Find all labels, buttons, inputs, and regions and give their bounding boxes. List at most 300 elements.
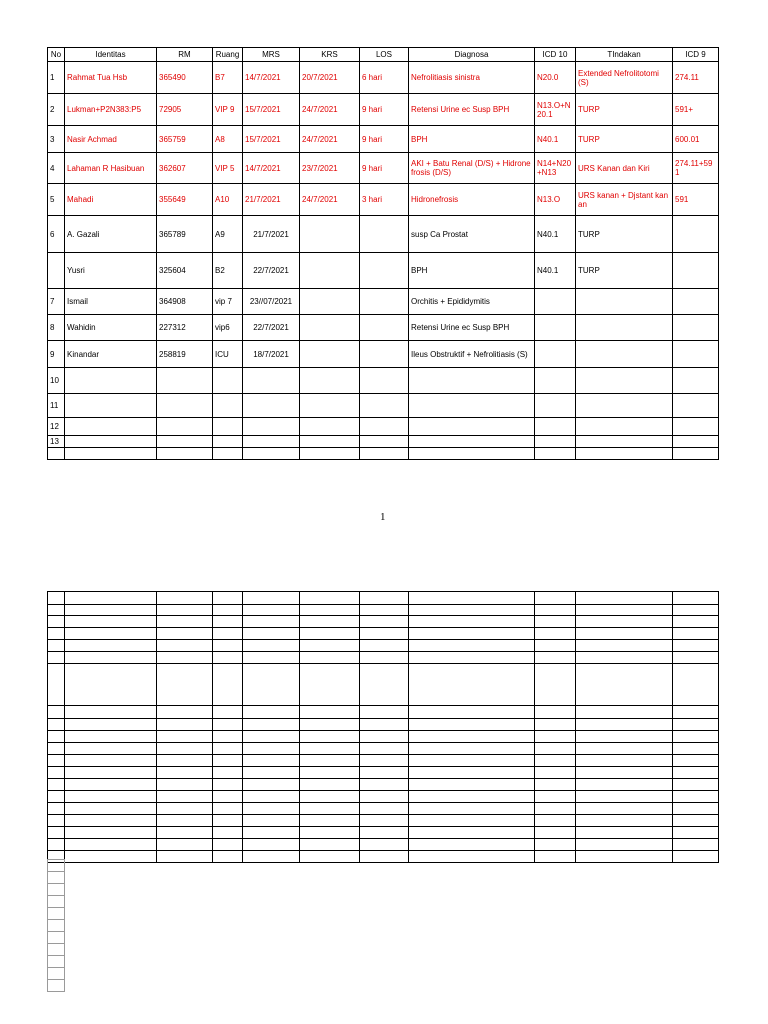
- cell-diagnosa: BPH: [409, 253, 535, 289]
- cell-ruang: [213, 448, 243, 460]
- cell-tindakan: TURP: [576, 126, 673, 153]
- empty-cell: [673, 592, 719, 605]
- table-header-row: [48, 48, 719, 62]
- cell-diagnosa: AKI + Batu Renal (D/S) + Hidronefrosis (D/S): [409, 153, 535, 184]
- cell-los: [360, 368, 409, 394]
- cell-no: 7: [48, 289, 65, 315]
- cell-icd9: [673, 289, 719, 315]
- cell-krs: 20/7/2021: [300, 62, 360, 94]
- empty-cell: [535, 767, 576, 779]
- cell-rm: [157, 394, 213, 418]
- cell-icd9: [673, 418, 719, 436]
- empty-cell: [243, 851, 300, 863]
- stub-cell: [48, 956, 65, 968]
- cell-krs: [300, 418, 360, 436]
- empty-cell: [48, 815, 65, 827]
- empty-cell: [409, 652, 535, 664]
- cell-icd9: [673, 368, 719, 394]
- empty-cell: [65, 706, 157, 719]
- stub-cell: [48, 932, 65, 944]
- empty-row: [48, 605, 719, 616]
- column-header: LOS: [360, 48, 409, 62]
- cell-identitas: Mahadi: [65, 184, 157, 216]
- empty-cell: [535, 815, 576, 827]
- cell-krs: [300, 341, 360, 368]
- cell-identitas: [65, 448, 157, 460]
- empty-cell: [300, 851, 360, 863]
- empty-cell: [300, 839, 360, 851]
- table-row: [48, 436, 719, 448]
- empty-cell: [673, 640, 719, 652]
- cell-no: 8: [48, 315, 65, 341]
- empty-cell: [360, 628, 409, 640]
- empty-cell: [65, 815, 157, 827]
- empty-cell: [535, 640, 576, 652]
- empty-cell: [65, 803, 157, 815]
- empty-cell: [409, 851, 535, 863]
- empty-cell: [213, 803, 243, 815]
- empty-cell: [157, 815, 213, 827]
- empty-cell: [65, 664, 157, 706]
- table-row: [48, 253, 719, 289]
- empty-cell: [243, 731, 300, 743]
- cell-mrs: [243, 394, 300, 418]
- cell-ruang: A8: [213, 126, 243, 153]
- cell-tindakan: Extended Nefrolitotomi (S): [576, 62, 673, 94]
- cell-ruang: A10: [213, 184, 243, 216]
- empty-cell: [213, 779, 243, 791]
- cell-mrs: 21/7/2021: [243, 184, 300, 216]
- empty-cell: [409, 827, 535, 839]
- empty-cell: [360, 851, 409, 863]
- column-header: Diagnosa: [409, 48, 535, 62]
- empty-cell: [213, 755, 243, 767]
- cell-diagnosa: Ileus Obstruktif + Nefrolitiasis (S): [409, 341, 535, 368]
- empty-row: [48, 779, 719, 791]
- cell-los: [360, 341, 409, 368]
- cell-krs: [300, 315, 360, 341]
- empty-cell: [157, 628, 213, 640]
- empty-cell: [673, 628, 719, 640]
- empty-cell: [576, 767, 673, 779]
- empty-cell: [409, 755, 535, 767]
- empty-cell: [535, 839, 576, 851]
- cell-tindakan: [576, 315, 673, 341]
- empty-cell: [535, 791, 576, 803]
- empty-cell: [213, 664, 243, 706]
- cell-icd9: [673, 394, 719, 418]
- empty-cell: [65, 839, 157, 851]
- empty-cell: [243, 652, 300, 664]
- cell-icd9: [673, 216, 719, 253]
- empty-cell: [535, 592, 576, 605]
- table-row: [48, 448, 719, 460]
- cell-tindakan: [576, 448, 673, 460]
- cell-krs: 24/7/2021: [300, 126, 360, 153]
- empty-cell: [360, 706, 409, 719]
- empty-cell: [243, 664, 300, 706]
- empty-cell: [65, 719, 157, 731]
- empty-cell: [300, 767, 360, 779]
- cell-krs: [300, 436, 360, 448]
- empty-cell: [48, 791, 65, 803]
- empty-cell: [576, 755, 673, 767]
- cell-no: 4: [48, 153, 65, 184]
- empty-cell: [360, 803, 409, 815]
- cell-no: 12: [48, 418, 65, 436]
- cell-no: 9: [48, 341, 65, 368]
- cell-rm: 365490: [157, 62, 213, 94]
- table-row: [48, 289, 719, 315]
- cell-los: [360, 418, 409, 436]
- empty-cell: [535, 652, 576, 664]
- empty-cell: [300, 827, 360, 839]
- empty-cell: [300, 640, 360, 652]
- cell-diagnosa: [409, 436, 535, 448]
- cell-rm: 365759: [157, 126, 213, 153]
- cell-identitas: [65, 368, 157, 394]
- empty-cell: [409, 815, 535, 827]
- empty-cell: [157, 827, 213, 839]
- empty-cell: [157, 731, 213, 743]
- empty-cell: [360, 719, 409, 731]
- empty-cell: [360, 731, 409, 743]
- empty-cell: [360, 839, 409, 851]
- cell-identitas: Nasir Achmad: [65, 126, 157, 153]
- cell-rm: 362607: [157, 153, 213, 184]
- cell-los: 6 hari: [360, 62, 409, 94]
- cell-icd10: [535, 315, 576, 341]
- empty-cell: [535, 743, 576, 755]
- cell-diagnosa: Hidronefrosis: [409, 184, 535, 216]
- cell-icd9: [673, 436, 719, 448]
- cell-no: 1: [48, 62, 65, 94]
- empty-cell: [360, 767, 409, 779]
- empty-cell: [576, 664, 673, 706]
- empty-cell: [65, 743, 157, 755]
- cell-icd9: 591+: [673, 94, 719, 126]
- patient-table: [47, 47, 719, 460]
- empty-cell: [576, 827, 673, 839]
- cell-rm: [157, 436, 213, 448]
- empty-cell: [48, 755, 65, 767]
- empty-cell: [243, 628, 300, 640]
- cell-icd10: [535, 368, 576, 394]
- empty-cell: [157, 616, 213, 628]
- empty-cell: [213, 791, 243, 803]
- cell-no: 6: [48, 216, 65, 253]
- empty-cell: [300, 815, 360, 827]
- stub-cell: [48, 968, 65, 980]
- empty-cell: [673, 616, 719, 628]
- empty-row: [48, 815, 719, 827]
- cell-tindakan: URS kanan + Djstant kanan: [576, 184, 673, 216]
- empty-cell: [576, 706, 673, 719]
- cell-tindakan: TURP: [576, 94, 673, 126]
- cell-tindakan: URS Kanan dan Kiri: [576, 153, 673, 184]
- table-row: [48, 62, 719, 94]
- cell-identitas: Wahidin: [65, 315, 157, 341]
- cell-icd10: N40.1: [535, 216, 576, 253]
- cell-diagnosa: [409, 394, 535, 418]
- column-header: ICD 10: [535, 48, 576, 62]
- cell-ruang: [213, 436, 243, 448]
- empty-cell: [48, 719, 65, 731]
- empty-cell: [576, 640, 673, 652]
- empty-cell: [48, 605, 65, 616]
- empty-cell: [65, 779, 157, 791]
- cell-krs: [300, 394, 360, 418]
- empty-cell: [243, 616, 300, 628]
- empty-cell: [157, 719, 213, 731]
- empty-cell: [213, 706, 243, 719]
- stub-cells: [47, 859, 65, 992]
- cell-los: 9 hari: [360, 94, 409, 126]
- empty-cell: [576, 839, 673, 851]
- empty-cell: [576, 743, 673, 755]
- empty-cell: [157, 803, 213, 815]
- stub-cell: [48, 860, 65, 872]
- stub-cell: [48, 884, 65, 896]
- cell-tindakan: [576, 394, 673, 418]
- cell-ruang: VIP 5: [213, 153, 243, 184]
- empty-cell: [409, 839, 535, 851]
- cell-los: [360, 448, 409, 460]
- cell-identitas: Rahmat Tua Hsb: [65, 62, 157, 94]
- empty-cell: [409, 743, 535, 755]
- empty-cell: [300, 605, 360, 616]
- empty-cell: [48, 731, 65, 743]
- cell-no: 13: [48, 436, 65, 448]
- cell-krs: [300, 368, 360, 394]
- empty-cell: [243, 791, 300, 803]
- cell-tindakan: [576, 289, 673, 315]
- empty-cell: [243, 767, 300, 779]
- stub-cell: [48, 908, 65, 920]
- empty-cell: [65, 640, 157, 652]
- empty-row: [48, 616, 719, 628]
- cell-mrs: [243, 368, 300, 394]
- empty-cell: [673, 815, 719, 827]
- cell-ruang: [213, 418, 243, 436]
- empty-cell: [360, 616, 409, 628]
- empty-cell: [243, 592, 300, 605]
- empty-cell: [409, 767, 535, 779]
- empty-cell: [360, 605, 409, 616]
- empty-cell: [576, 652, 673, 664]
- cell-ruang: VIP 9: [213, 94, 243, 126]
- page-number: 1: [380, 511, 386, 523]
- table-row: [48, 315, 719, 341]
- empty-cell: [576, 628, 673, 640]
- empty-row: [48, 803, 719, 815]
- empty-row: [48, 664, 719, 706]
- cell-los: [360, 289, 409, 315]
- cell-icd10: [535, 418, 576, 436]
- empty-cell: [409, 731, 535, 743]
- cell-krs: [300, 216, 360, 253]
- empty-cell: [360, 640, 409, 652]
- empty-cell: [157, 839, 213, 851]
- empty-cell: [576, 851, 673, 863]
- cell-tindakan: [576, 436, 673, 448]
- empty-cell: [673, 767, 719, 779]
- cell-identitas: [65, 418, 157, 436]
- cell-rm: 72905: [157, 94, 213, 126]
- empty-cell: [48, 827, 65, 839]
- empty-cell: [535, 755, 576, 767]
- column-header: TIndakan: [576, 48, 673, 62]
- empty-cell: [157, 592, 213, 605]
- cell-mrs: 23//07/2021: [243, 289, 300, 315]
- empty-cell: [300, 592, 360, 605]
- cell-rm: 364908: [157, 289, 213, 315]
- empty-cell: [535, 719, 576, 731]
- empty-cell: [673, 755, 719, 767]
- empty-cell: [157, 851, 213, 863]
- empty-cell: [535, 628, 576, 640]
- cell-icd10: [535, 436, 576, 448]
- cell-los: [360, 216, 409, 253]
- cell-no: 2: [48, 94, 65, 126]
- empty-cell: [409, 640, 535, 652]
- cell-rm: 258819: [157, 341, 213, 368]
- empty-cell: [673, 851, 719, 863]
- empty-cell: [673, 803, 719, 815]
- empty-cell: [213, 719, 243, 731]
- empty-cell: [300, 664, 360, 706]
- empty-cell: [300, 803, 360, 815]
- stub-cell: [48, 980, 65, 992]
- empty-cell: [673, 731, 719, 743]
- empty-cell: [243, 719, 300, 731]
- empty-cell: [360, 779, 409, 791]
- empty-cell: [65, 628, 157, 640]
- table-row: [48, 216, 719, 253]
- cell-identitas: Lahaman R Hasibuan: [65, 153, 157, 184]
- empty-cell: [213, 767, 243, 779]
- empty-cell: [65, 767, 157, 779]
- column-header: ICD 9: [673, 48, 719, 62]
- empty-cell: [673, 605, 719, 616]
- cell-identitas: Yusri: [65, 253, 157, 289]
- column-header: KRS: [300, 48, 360, 62]
- cell-icd10: [535, 448, 576, 460]
- empty-row: [48, 851, 719, 863]
- empty-cell: [409, 779, 535, 791]
- empty-cell: [65, 755, 157, 767]
- empty-cell: [360, 755, 409, 767]
- column-header: Ruang: [213, 48, 243, 62]
- cell-no: [48, 253, 65, 289]
- cell-identitas: [65, 394, 157, 418]
- stub-cell: [48, 920, 65, 932]
- stub-cell: [48, 872, 65, 884]
- cell-diagnosa: Orchitis + Epididymitis: [409, 289, 535, 315]
- empty-cell: [409, 664, 535, 706]
- cell-krs: 23/7/2021: [300, 153, 360, 184]
- empty-cell: [409, 592, 535, 605]
- cell-ruang: B2: [213, 253, 243, 289]
- empty-cell: [243, 755, 300, 767]
- stub-cell: [48, 896, 65, 908]
- empty-cell: [673, 839, 719, 851]
- cell-los: [360, 253, 409, 289]
- empty-cell: [535, 827, 576, 839]
- empty-cell: [243, 815, 300, 827]
- empty-cell: [48, 839, 65, 851]
- cell-icd10: N40.1: [535, 126, 576, 153]
- empty-cell: [360, 791, 409, 803]
- empty-cell: [300, 628, 360, 640]
- cell-identitas: Lukman+P2N383:P5: [65, 94, 157, 126]
- cell-diagnosa: susp Ca Prostat: [409, 216, 535, 253]
- cell-tindakan: TURP: [576, 253, 673, 289]
- empty-cell: [157, 743, 213, 755]
- empty-cell: [213, 616, 243, 628]
- table-row: [48, 394, 719, 418]
- empty-cell: [213, 628, 243, 640]
- cell-rm: 227312: [157, 315, 213, 341]
- empty-cell: [213, 839, 243, 851]
- empty-row: [48, 743, 719, 755]
- column-header: MRS: [243, 48, 300, 62]
- cell-ruang: vip6: [213, 315, 243, 341]
- empty-cell: [409, 616, 535, 628]
- cell-identitas: A. Gazali: [65, 216, 157, 253]
- empty-cell: [360, 592, 409, 605]
- empty-cell: [300, 616, 360, 628]
- empty-cell: [213, 827, 243, 839]
- cell-no: 5: [48, 184, 65, 216]
- cell-mrs: 14/7/2021: [243, 62, 300, 94]
- table-row: [48, 341, 719, 368]
- empty-cell: [673, 706, 719, 719]
- cell-no: 3: [48, 126, 65, 153]
- empty-cell: [157, 791, 213, 803]
- table-row: [48, 94, 719, 126]
- cell-icd9: 591: [673, 184, 719, 216]
- empty-cell: [300, 791, 360, 803]
- empty-cell: [243, 743, 300, 755]
- cell-diagnosa: [409, 368, 535, 394]
- cell-identitas: [65, 436, 157, 448]
- empty-cell: [65, 592, 157, 605]
- empty-cell: [65, 731, 157, 743]
- cell-icd10: [535, 341, 576, 368]
- cell-diagnosa: Retensi Urine ec Susp BPH: [409, 94, 535, 126]
- cell-diagnosa: BPH: [409, 126, 535, 153]
- cell-mrs: 15/7/2021: [243, 126, 300, 153]
- empty-cell: [576, 616, 673, 628]
- cell-ruang: B7: [213, 62, 243, 94]
- empty-cell: [48, 767, 65, 779]
- cell-mrs: 21/7/2021: [243, 216, 300, 253]
- empty-cell: [300, 652, 360, 664]
- empty-cell: [409, 605, 535, 616]
- table-row: [48, 153, 719, 184]
- cell-diagnosa: [409, 448, 535, 460]
- empty-cell: [48, 592, 65, 605]
- empty-cell: [48, 616, 65, 628]
- empty-cell: [243, 803, 300, 815]
- cell-ruang: [213, 394, 243, 418]
- empty-row: [48, 791, 719, 803]
- empty-cell: [157, 706, 213, 719]
- empty-cell: [673, 719, 719, 731]
- empty-cell: [48, 803, 65, 815]
- cell-rm: [157, 448, 213, 460]
